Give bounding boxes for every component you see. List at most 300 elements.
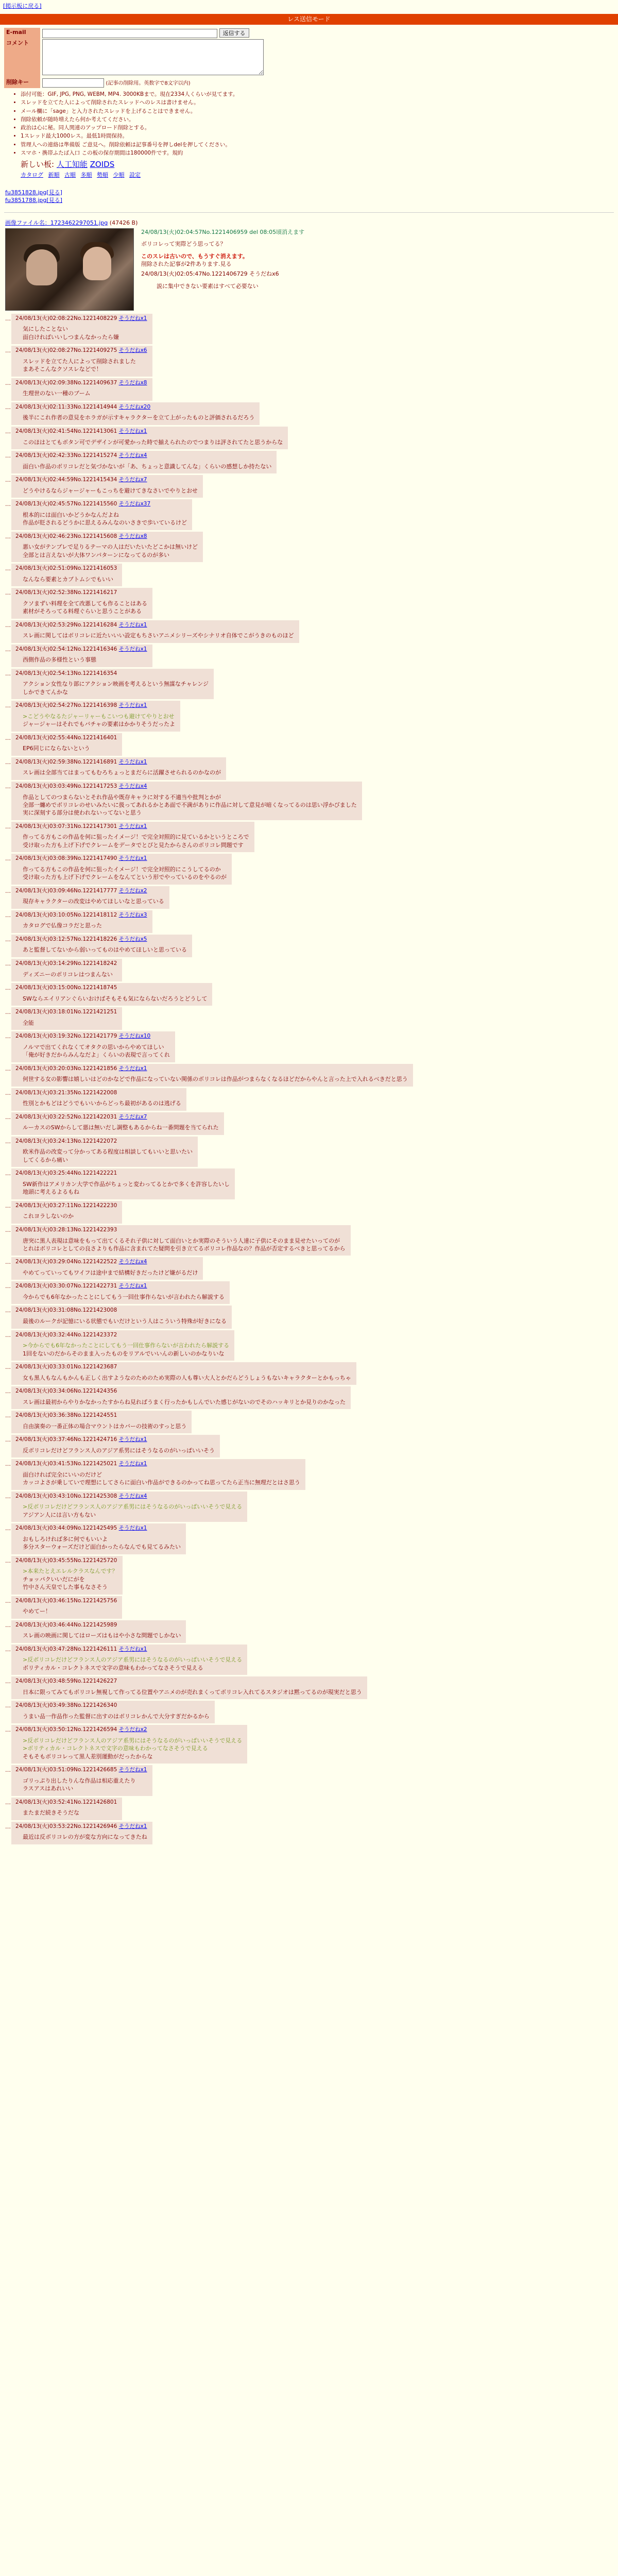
reply-box [11, 1620, 186, 1643]
sort-few-link[interactable]: 少順 [113, 172, 125, 179]
reply-line: >今からでも6年なかったことにしてもう一回仕事作らないが言われたら解説する [23, 1342, 230, 1349]
reply-line: 西側作品の多様性という事態 [23, 656, 96, 664]
reply-post [5, 1765, 613, 1795]
reply-like-link[interactable]: そうだねx2 [118, 1726, 147, 1733]
reply-box [11, 854, 232, 884]
reply-line: 現存キャラクターの改変はやめてほしいなと思っている [23, 898, 164, 905]
reply-like-link[interactable]: そうだねx1 [118, 855, 147, 862]
reply-like-link[interactable]: そうだねx1 [118, 428, 147, 434]
reply-dash: … [5, 855, 11, 862]
reply-like-link[interactable]: そうだねx1 [118, 315, 147, 321]
reply-like-link[interactable]: そうだねx4 [118, 783, 147, 789]
back-to-board-link[interactable]: [掲示板に戻る] [3, 3, 42, 9]
reply-line: やめてー！ [23, 1608, 51, 1615]
reply-meta [15, 646, 147, 653]
reply-post [5, 669, 613, 699]
reply-like-link[interactable]: そうだねx2 [118, 887, 147, 894]
comment-label: コメント [4, 39, 40, 78]
reply-meta [15, 1363, 351, 1371]
reply-header: 24/08/13(火)02:54:12No.1221416346 [15, 646, 117, 652]
reply-line: どうやけるならジャージャーもこっちを避けてきなさいでやりとおせ [23, 487, 198, 494]
sort-many-link[interactable]: 多順 [80, 172, 92, 179]
reply-post [5, 822, 613, 852]
new-board-link-zoids[interactable]: ZOIDS [90, 160, 115, 170]
reply-box [11, 475, 203, 498]
reply-line: ディズニーのボリコレはつまんない [23, 971, 113, 978]
reply-box [11, 1225, 351, 1256]
file-link[interactable]: fu3851828.jpg[見る] [5, 189, 62, 196]
reply-post [5, 1137, 613, 1167]
reply-dash: … [5, 887, 11, 894]
reply-text [23, 1293, 225, 1301]
reply-like-link[interactable]: そうだねx1 [118, 823, 147, 829]
reply-meta [15, 1170, 230, 1177]
reply-line: SWならエイリアンぐらいおけばそもそも気にならないだろうとどうして [23, 995, 208, 1002]
reply-text [23, 1212, 117, 1220]
reply-line: 全部一纏めでボリコレのせいみたいに扱ってあれるかとあ面で不満がありに作品に対して意見が暗くなってるのは思い浮かびました [23, 801, 357, 808]
reply-meta [15, 1412, 186, 1419]
reply-text [23, 575, 117, 583]
reply-post [5, 1064, 613, 1087]
reply-like-link[interactable]: そうだねx7 [118, 1113, 147, 1120]
reply-box [11, 733, 122, 756]
reply-text [23, 1688, 362, 1696]
reply-text [23, 656, 147, 664]
reply-header: 24/08/13(火)03:31:08No.1221423008 [15, 1307, 117, 1314]
reply-meta [15, 1493, 242, 1500]
reply-text [23, 1471, 300, 1487]
reply-dash: … [5, 1557, 11, 1564]
op-filename-link[interactable]: 画像ファイル名：1723462297051.jpg [5, 219, 108, 227]
reply-like-link[interactable]: そうだねx4 [118, 452, 147, 459]
reply-box [11, 1701, 215, 1723]
reply-dash: … [5, 1799, 11, 1806]
reply-line: なんなら要素とカブトムシでもいい [23, 575, 113, 583]
reply-box [11, 1112, 224, 1135]
op-file-info [5, 219, 613, 227]
reply-text [23, 1019, 117, 1027]
reply-box [11, 314, 152, 344]
reply-like-link[interactable]: そうだねx1 [118, 758, 147, 765]
reply-post [5, 782, 613, 820]
reply-text [23, 1374, 351, 1382]
reply-post [5, 1281, 613, 1304]
reply-text [23, 1398, 346, 1406]
reply-line: カッコよさが乗していで理想にしてさらに面白い作品ができるのかってね思ってたら正当に無理だとはさ思う [23, 1479, 300, 1486]
reply-meta [15, 315, 147, 323]
reply-post [5, 1330, 613, 1361]
reply-line: >反ボリコレだけどフランス人のアジア系男にはそうなるのがいっぱいいそうで見える [23, 1503, 243, 1511]
settings-link[interactable]: 設定 [129, 172, 141, 179]
rule-item: • スレッドを立てた人によって削除されたスレッドへのレスは書けません。 [21, 98, 618, 107]
reply-line: これヨラしないのか [23, 1213, 74, 1220]
reply-header: 24/08/13(火)03:34:06No.1221424356 [15, 1388, 117, 1395]
reply-text [23, 1713, 210, 1720]
reply-text [23, 897, 164, 905]
reply-text [23, 325, 147, 341]
op-post-header: 24/08/13(火)02:04:57No.1221406959 del 08:05頃消えます [141, 228, 305, 235]
rule-item: • 政治は心に秘。同人関連のアップロード削除とする。 [21, 124, 618, 132]
reply-box [11, 822, 254, 852]
reply-like-link[interactable]: そうだねx1 [118, 1646, 147, 1652]
email-label: E-mail [4, 28, 40, 39]
reply-line: 全部とは言えないが大体ワンパターンになってるのが多い [23, 551, 170, 558]
reply-post [5, 451, 613, 473]
reply-meta [15, 1621, 181, 1629]
reply-dash: … [5, 936, 11, 943]
reply-post [5, 1386, 613, 1409]
reply-post [5, 1362, 613, 1385]
reply-text [23, 1075, 408, 1083]
reply-line: ラスアスはあれいい [23, 1785, 74, 1792]
rule-item: • 管理人への連絡は準備版 ご意見へ。削除依頼は記事番号を押しdelを押してください。 [21, 141, 618, 149]
email-field[interactable] [42, 29, 217, 38]
reply-dash: … [5, 1113, 11, 1121]
rule-item: • 添付可能：GIF, JPG, PNG, WEBM, MP4. 3000KBまで。現在2334人くらいが見てます。 [21, 90, 618, 98]
reply-post [5, 564, 613, 586]
reply-text [23, 1809, 117, 1817]
reply-text [23, 1656, 242, 1672]
reply-header: 24/08/13(火)02:44:59No.1221415434 [15, 477, 117, 483]
reply-text [23, 1099, 181, 1107]
reply-box [11, 588, 152, 618]
reply-line: スレ画は全部当てはまってもむろちょっとまだらに活躍させられるのかなのが [23, 769, 221, 776]
reply-line: EP6同じにならないという [23, 745, 90, 752]
reply-dash: … [5, 1089, 11, 1096]
reply-header: 24/08/13(火)02:45:57No.1221415560 [15, 501, 117, 507]
reply-line: 欧米作品の改変って分かってある程度は相談してもいいと思いたい [23, 1148, 193, 1156]
reply-like-link[interactable]: そうだねx6 [118, 347, 147, 354]
reply-like-link[interactable]: そうだねx8 [118, 379, 147, 386]
catalog-link[interactable]: カタログ [21, 172, 43, 179]
reply-like-link[interactable]: そうだねx37 [118, 501, 151, 507]
op-filesize: (47426 B) [109, 219, 138, 227]
reply-meta [15, 1597, 117, 1605]
reply-like-link[interactable]: そうだねx7 [118, 477, 147, 483]
reply-post [5, 1725, 613, 1764]
reply-meta [15, 855, 227, 862]
reply-meta [15, 476, 198, 484]
reply-meta [15, 1089, 181, 1097]
reply-like-link[interactable]: そうだねx1 [118, 1525, 147, 1532]
comment-field[interactable] [42, 39, 264, 75]
reply-text [23, 1043, 170, 1059]
reply-list [5, 314, 613, 1844]
reply-text [23, 1124, 219, 1131]
reply-header: 24/08/13(火)03:49:38No.1221426340 [15, 1702, 117, 1709]
reply-line: スレッドを立てた人によって削除されました [23, 358, 136, 365]
back-to-board-link-wrap [0, 0, 618, 12]
reply-text [23, 833, 249, 849]
reply-like-link[interactable]: そうだねx4 [118, 1259, 147, 1265]
reply-header: 24/08/13(火)03:44:09No.1221425495 [15, 1525, 117, 1532]
reply-header: 24/08/13(火)03:45:55No.1221425720 [15, 1557, 117, 1564]
reply-dash: … [5, 1202, 11, 1209]
reply-meta [15, 758, 221, 766]
reply-like-link[interactable]: そうだねx1 [118, 1283, 147, 1290]
sort-old-link[interactable]: 古順 [64, 172, 76, 179]
reply-dash: … [5, 1436, 11, 1444]
reply-header: 24/08/13(火)03:09:46No.1221417777 [15, 887, 117, 894]
reply-line: しかできてんかな [23, 688, 68, 696]
reply-line: >反ボリコレだけどフランス人のアジア系男にはそうなるのがいっぱいいそうで見える [23, 1737, 243, 1744]
reply-line: 面白い作品のボリコレだと気づかないが「あ、ちょっと意識してんな」くらいの感想しか持たない [23, 463, 272, 470]
reply-meta [15, 1702, 210, 1709]
reply-line: してくるから痛い [23, 1156, 68, 1163]
reply-dash: … [5, 428, 11, 435]
reply-box [11, 1064, 413, 1087]
reply-post [5, 886, 613, 909]
reply-box [11, 378, 152, 401]
reply-dash: … [5, 670, 11, 677]
reply-box [11, 402, 260, 425]
reply-box [11, 1088, 186, 1111]
reply-like-link[interactable]: そうだねx10 [118, 1033, 151, 1040]
reply-line: 受け取った方も上げ下げでクレームをデータでとぴと見たからさんのボリコレ問題です [23, 841, 244, 849]
reply-box [11, 1765, 152, 1795]
reply-meta [15, 403, 254, 411]
reply-post [5, 1257, 613, 1280]
reply-box [11, 669, 214, 699]
reply-line: SW新作はアメリカン大学で作品がちょっと変わってるとかで多くを許容したいし [23, 1180, 230, 1188]
reply-header: 24/08/13(火)03:15:00No.1221418745 [15, 984, 117, 991]
reply-line: 唐突に黒人表現は意味をもって出てくるそれ子供に対して面白いとか実際のそういう人達に子供にそのまま見せたいってのが [23, 1237, 340, 1244]
reply-line: 「俺が好きだからみんなだよ」くらいの表現で言ってくれ [23, 1052, 170, 1059]
reply-line: またまだ続きそうだな [23, 1809, 79, 1817]
reply-box [11, 564, 122, 586]
reply-line: 根本的には面白いかどうかなんだよね [23, 511, 119, 518]
reply-meta [15, 1202, 117, 1210]
op-thumbnail-image[interactable] [5, 228, 134, 311]
reply-dash: … [5, 379, 11, 386]
reply-dash: … [5, 1033, 11, 1040]
reply-like-link[interactable]: そうだねx1 [118, 1823, 147, 1829]
reply-text [23, 632, 294, 639]
reply-post [5, 427, 613, 449]
catalog-nav [21, 171, 618, 179]
reply-box [11, 451, 277, 473]
reply-line: 地頭に考えるよるもね [23, 1189, 79, 1196]
reply-post [5, 499, 613, 530]
reply-post [5, 1435, 613, 1458]
reply-post [5, 1492, 613, 1522]
reply-text [23, 1148, 193, 1164]
reply-post [5, 1201, 613, 1224]
reply-line: 作品としてのつまらないとそれ作品や既存キャラに対する不適当や批判とかが [23, 793, 221, 801]
reply-header: 24/08/13(火)03:14:29No.1221418242 [15, 960, 117, 967]
reply-dash: … [5, 452, 11, 459]
reply-line: おもしろければ多に何でもいいよ [23, 1535, 108, 1543]
reply-meta [15, 379, 147, 387]
reply-line: >反ボリコレだけどフランス人のアジア系男にはそうなるのがいっぱいいそうで見える [23, 1656, 243, 1664]
reply-dash: … [5, 960, 11, 967]
reply-text [23, 922, 147, 929]
reply-post [5, 1007, 613, 1030]
reply-line: 作ってる方もこの作品を何に狙ったイメージ！で完全対照的にこうしてるのか [23, 866, 221, 873]
reply-text [23, 1422, 186, 1430]
rule-item: • メール欄に「sage」と入力されたスレッドを上げることはできません。 [21, 107, 618, 115]
reply-line: スレ画の映画に関してはローズはもはや小さな問題でしかない [23, 1632, 181, 1639]
reply-box [11, 1459, 305, 1489]
reply-dash: … [5, 1767, 11, 1774]
reply-text [23, 1342, 229, 1358]
reply-header: 24/08/13(火)03:18:01No.1221421251 [15, 1009, 117, 1015]
file-link[interactable]: fu3851788.jpg[見る] [5, 196, 62, 204]
reply-post [5, 1798, 613, 1820]
submit-reply-button[interactable]: 返信する [219, 28, 249, 38]
reply-box [11, 1676, 367, 1699]
reply-like-link[interactable]: そうだねx8 [118, 533, 147, 539]
reply-header: 24/08/13(火)03:36:38No.1221424551 [15, 1412, 117, 1419]
reply-dash: … [5, 1597, 11, 1604]
reply-line: スレ画に関してはボリコレに近たいいい設定もちさいアニメシリーズやシナリオ自体でこがうきのものほど [23, 632, 294, 639]
reply-dash: … [5, 1283, 11, 1290]
reply-header: 24/08/13(火)03:46:44No.1221425989 [15, 1621, 117, 1628]
reply-post [5, 910, 613, 933]
reply-header: 24/08/13(火)02:53:29No.1221416284 [15, 621, 117, 628]
reply-like-link[interactable]: そうだねx1 [118, 1461, 147, 1467]
reply-dash: … [5, 1646, 11, 1653]
reply-box [11, 645, 152, 667]
reply-dash: … [5, 1331, 11, 1338]
reply-text [23, 995, 207, 1003]
reply-header: 24/08/13(火)02:54:13No.1221416354 [15, 670, 117, 676]
reply-post [5, 1822, 613, 1844]
reply-header: 24/08/13(火)03:10:05No.1221418112 [15, 911, 117, 918]
reply-text [23, 1180, 230, 1196]
reply-box [11, 701, 180, 731]
reply-post [5, 588, 613, 618]
reply-like-link[interactable]: そうだねx1 [118, 1436, 147, 1443]
reply-dash: … [5, 477, 11, 484]
reply-post [5, 402, 613, 425]
reply-header: 24/08/13(火)03:24:13No.1221422072 [15, 1138, 117, 1144]
reply-box [11, 620, 299, 643]
reply-dash: … [5, 984, 11, 991]
rule-item: • スマホ・携帯ふたば入口 この板の保存期間は180000件です。規約 [21, 149, 618, 157]
reply-meta [15, 783, 357, 790]
reply-line: クソまずい料理を全て改悪しても作ることはある [23, 600, 147, 607]
reply-dash: … [5, 621, 11, 629]
op-sub-text: 説に集中できない要素はすべて必要ない [157, 282, 259, 290]
reply-box [11, 886, 169, 909]
reply-dash: … [5, 1621, 11, 1629]
deleted-notice: 削除された記事が2件あります.見る [141, 260, 232, 267]
reply-header: 24/08/13(火)02:55:44No.1221416401 [15, 734, 117, 741]
reply-text [23, 600, 147, 616]
reply-dash: … [5, 589, 11, 597]
reply-like-link[interactable]: そうだねx1 [118, 646, 147, 652]
reply-meta [15, 1307, 227, 1314]
reply-meta [15, 1113, 219, 1121]
reply-like-link[interactable]: そうだねx5 [118, 936, 147, 942]
reply-dash: … [5, 403, 11, 411]
reply-box [11, 910, 152, 933]
reply-form [4, 28, 266, 88]
reply-line: 後半にこれ作者の意見をホラガが示すキャラクターを立て上がったものと評価されるだろう [23, 414, 255, 421]
reply-dash: … [5, 734, 11, 741]
reply-post [5, 645, 613, 667]
rule-item: • 1スレッド最大1000レス。最低1時間保持。 [21, 132, 618, 140]
reply-meta [15, 1331, 229, 1339]
reply-dash: … [5, 501, 11, 508]
reply-line: 面白ければ完全にいいのだけど [23, 1471, 102, 1478]
mode-banner: レス送信モード [0, 14, 618, 25]
reply-meta [15, 1436, 215, 1444]
op-sub-header: 24/08/13(火)02:05:47No.1221406729 そうだねx6 [141, 270, 279, 278]
reply-dash: … [5, 911, 11, 919]
reply-post [5, 757, 613, 780]
reply-box [11, 1523, 186, 1554]
reply-box [11, 757, 226, 780]
reply-header: 24/08/13(火)02:11:33No.1221414944 [15, 403, 117, 410]
sort-new-link[interactable]: 新順 [48, 172, 60, 179]
reply-text [23, 1737, 242, 1760]
reply-meta [15, 1677, 362, 1685]
reply-line: >こどうやなるたジャーリャーもこいつも避けてやりとおせ [23, 713, 175, 720]
reply-header: 24/08/13(火)03:28:13No.1221422393 [15, 1226, 117, 1233]
reply-line: 面白ければいいしつまんなかったら嫌 [23, 333, 119, 341]
reply-line: チョッパクいいだにがを [23, 1575, 85, 1583]
reply-text [23, 744, 117, 752]
reply-meta [15, 1726, 242, 1734]
reply-post [5, 935, 613, 957]
delete-key-field[interactable] [42, 78, 104, 88]
reply-dash: … [5, 1702, 11, 1709]
reply-like-link[interactable]: そうだねx4 [118, 1493, 147, 1499]
reply-box [11, 1031, 175, 1062]
reply-meta [15, 702, 175, 709]
thread-expire-warning: このスレは古いので、もうすぐ消えます。 [141, 252, 248, 260]
reply-text [23, 1607, 117, 1615]
reply-like-link[interactable]: そうだねx1 [118, 1767, 147, 1773]
reply-header: 24/08/13(火)03:48:59No.1221426227 [15, 1678, 117, 1685]
reply-line: 女も黒人もなんもかんも正しく出すようなのためのため実際の人も尊い大人とかだらどうしょうもないキャラクターとかもっちゃ [23, 1374, 351, 1381]
reply-post [5, 1676, 613, 1699]
reply-line: 素材がそろってる料理ぐらいと思うことがある [23, 608, 142, 615]
reply-meta [15, 1032, 170, 1040]
reply-meta [15, 347, 147, 354]
reply-post [5, 378, 613, 401]
sort-momentum-link[interactable]: 勢順 [97, 172, 108, 179]
reply-text [23, 713, 175, 728]
reply-header: 24/08/13(火)03:20:03No.1221421856 [15, 1065, 117, 1072]
reply-like-link[interactable]: そうだねx1 [118, 621, 147, 628]
reply-meta [15, 936, 187, 943]
reply-like-link[interactable]: そうだねx1 [118, 702, 147, 709]
reply-like-link[interactable]: そうだねx20 [118, 403, 151, 410]
reply-text [23, 793, 357, 817]
reply-line: 竹中さん天皇でした事もなさそう [23, 1584, 108, 1591]
reply-header: 24/08/13(火)03:03:49No.1221417253 [15, 783, 117, 789]
reply-meta [15, 1766, 147, 1774]
reply-box [11, 1362, 356, 1385]
reply-header: 24/08/13(火)03:25:44No.1221422221 [15, 1170, 117, 1177]
file-links [5, 189, 618, 205]
board-rules [21, 90, 618, 157]
reply-header: 24/08/13(火)02:42:33No.1221415274 [15, 452, 117, 459]
reply-like-link[interactable]: そうだねx1 [118, 1065, 147, 1072]
new-board-link-ai[interactable]: 人工知能 [56, 160, 88, 170]
reply-dash: … [5, 702, 11, 709]
reply-header: 24/08/13(火)03:27:11No.1221422230 [15, 1202, 117, 1209]
reply-like-link[interactable]: そうだねx3 [118, 911, 147, 918]
reply-line: >ボリティカル・コレクトネスで文字の意味もわかってなさそうで見える [23, 1745, 208, 1752]
reply-header: 24/08/13(火)03:07:31No.1221417301 [15, 823, 117, 829]
reply-post [5, 1459, 613, 1489]
reply-meta [15, 1646, 242, 1653]
reply-meta [15, 565, 117, 572]
